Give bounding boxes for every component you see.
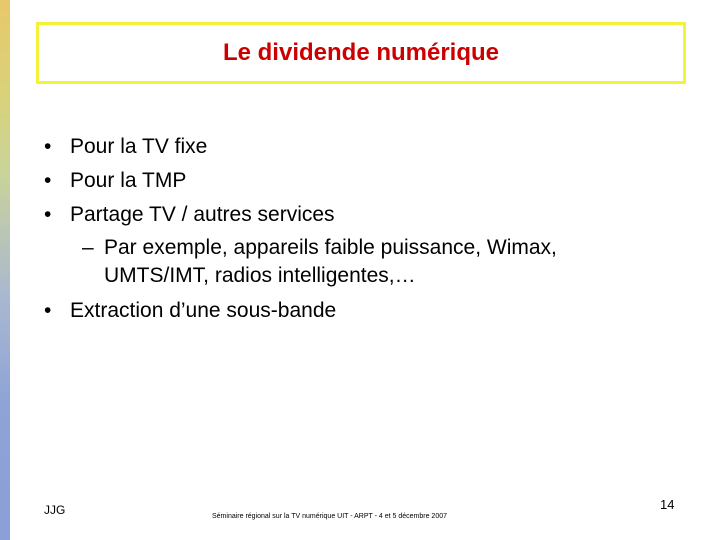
bullet-item: [44, 164, 684, 198]
sub-bullet-line-2: UMTS/IMT, radios intelligentes,…: [104, 264, 416, 287]
bullet-item: [44, 198, 684, 232]
title-box: [36, 22, 686, 84]
decorative-left-bar: [0, 0, 10, 540]
slide-content: [44, 130, 684, 328]
bullet-icon: •: [44, 135, 52, 158]
sub-bullet-line-1: Par exemple, appareils faible puissance, Wimax,: [104, 236, 557, 259]
bullet-icon: •: [44, 203, 52, 226]
bullet-item: [44, 130, 684, 164]
bullet-text: Extraction d’une sous-bande: [70, 299, 337, 322]
bullet-text: Pour la TV fixe: [70, 135, 208, 158]
footer-author: JJG: [44, 503, 66, 517]
bullet-icon: •: [44, 169, 52, 192]
sub-bullet-item: [44, 234, 684, 290]
bullet-text: Partage TV / autres services: [70, 203, 335, 226]
bullet-text: Pour la TMP: [70, 169, 187, 192]
bullet-icon: •: [44, 299, 52, 322]
page-number: 14: [660, 497, 675, 512]
bullet-item: [44, 294, 684, 328]
dash-icon: –: [82, 236, 94, 259]
slide-title: Le dividende numérique: [222, 39, 500, 66]
footer-event: Séminaire régional sur la TV numérique UIT - ARPT - 4 et 5 décembre 2007: [212, 513, 448, 520]
